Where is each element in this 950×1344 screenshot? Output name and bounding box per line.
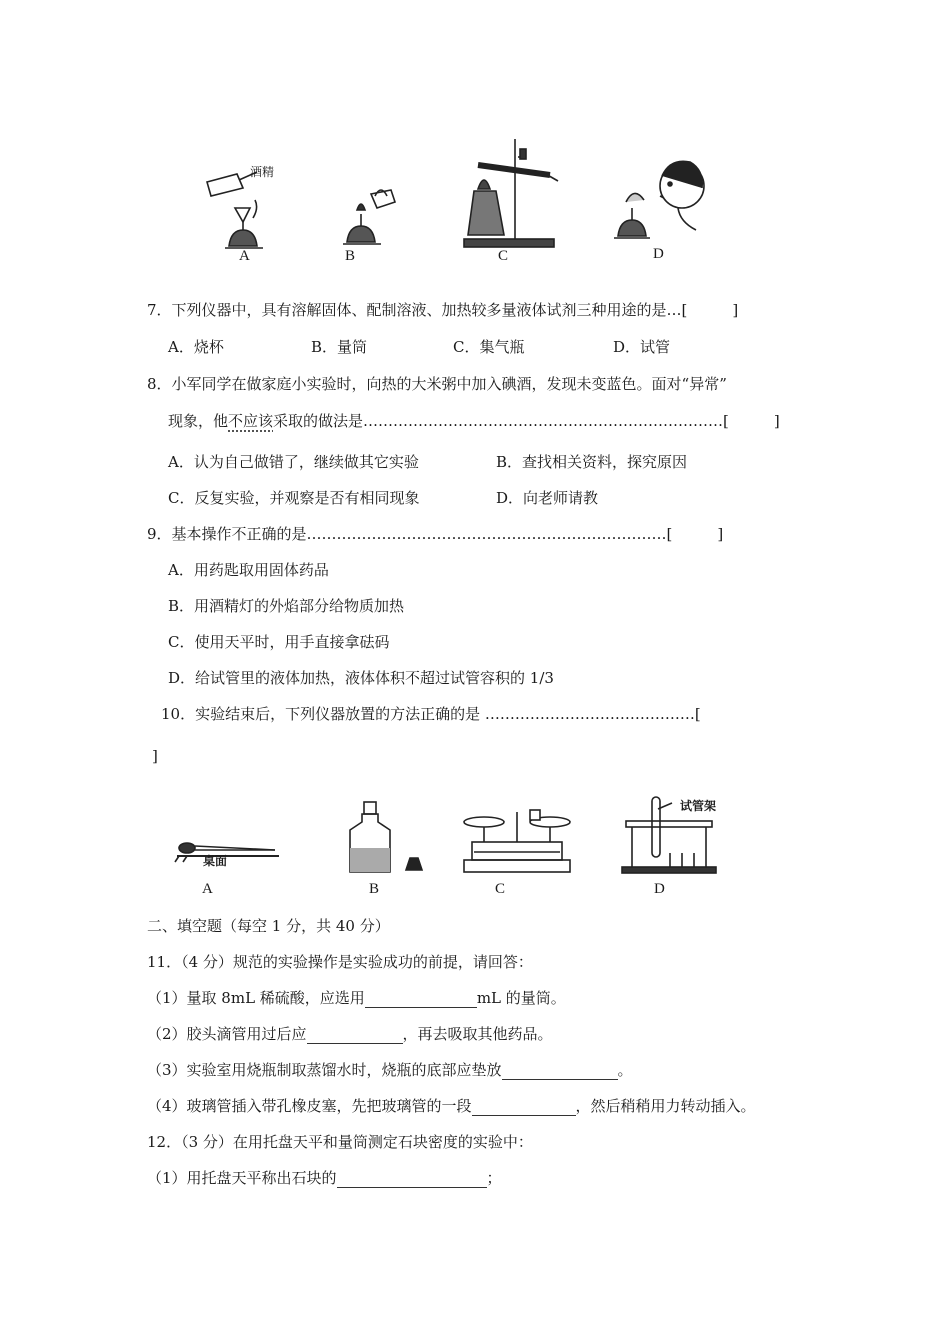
- alcohol-label: 酒精: [250, 165, 275, 179]
- q12-part1-text: （1）用托盘天平称出石块的: [147, 1169, 337, 1187]
- fig1-c-drawing: [460, 135, 570, 250]
- fig2-b-drawing: [340, 800, 430, 875]
- q8-stem-part-c: 采取的做法是………………………………………………………………[ ]: [273, 412, 780, 430]
- fig1-b-drawing: [335, 180, 405, 250]
- q11-part4-suffix: ，然后稍稍用力转动插入。: [575, 1097, 756, 1115]
- fig2-label-c: C: [495, 881, 506, 897]
- q8-stem-part-a: 现象，他: [168, 412, 229, 430]
- q9-option-b: B．用酒精灯的外焰部分给物质加热: [168, 597, 405, 615]
- q8-option-d: D．向老师请教: [496, 489, 599, 507]
- q11-part1: [147, 988, 566, 1008]
- q8-option-b: B．查找相关资料，探究原因: [496, 453, 688, 471]
- q11-blank-2[interactable]: [307, 1027, 403, 1044]
- fig1-d-drawing: [608, 150, 708, 245]
- q11-part2-suffix: ，再去吸取其他药品。: [402, 1025, 553, 1043]
- q11-part1-suffix: mL 的量筒。: [476, 989, 566, 1007]
- q7-option-c: C．集气瓶: [453, 338, 525, 356]
- q11-part2-text: （2）胶头滴管用过后应: [147, 1025, 307, 1043]
- fig2-label-b: B: [369, 881, 380, 897]
- q7-option-a: A．烧杯: [168, 338, 224, 356]
- fig2-a-drawing: [175, 832, 285, 872]
- q11-blank-4[interactable]: [472, 1099, 576, 1116]
- desk-label: 桌面: [203, 854, 228, 868]
- q12-part1-suffix: ；: [486, 1169, 502, 1187]
- q7-option-d: D．试管: [613, 338, 671, 356]
- q8-stem-line1: 8．小军同学在做家庭小实验时，向热的大米粥中加入碘酒，发现未变蓝色。面对“异常”: [147, 375, 727, 393]
- q9-option-d: D．给试管里的液体加热，液体体积不超过试管容积的 1/3: [168, 669, 554, 687]
- q11-part3: [147, 1060, 633, 1080]
- q7-stem: 7．下列仪器中，具有溶解固体、配制溶液、加热较多量液体试剂三种用途的是…[ ]: [147, 301, 739, 319]
- q8-option-a: A．认为自己做错了，继续做其它实验: [168, 453, 419, 471]
- section2-title: 二、填空题（每空 1 分，共 40 分）: [147, 917, 390, 935]
- q11-stem: 11．（4 分）规范的实验操作是实验成功的前提，请回答：: [147, 953, 533, 971]
- fig2-c-drawing: [460, 802, 575, 877]
- q9-stem: 9．基本操作不正确的是………………………………………………………………[ ]: [147, 525, 724, 543]
- q10-stem: 10．实验结束后，下列仪器放置的方法正确的是 ……………………………………[: [161, 705, 701, 723]
- q11-part3-text: （3）实验室用烧瓶制取蒸馏水时，烧瓶的底部应垫放: [147, 1061, 502, 1079]
- q9-option-c: C．使用天平时，用手直接拿砝码: [168, 633, 390, 651]
- q11-part3-suffix: 。: [617, 1061, 633, 1079]
- q12-part1: [147, 1168, 502, 1188]
- q11-part1-text: （1）量取 8mL 稀硫酸，应选用: [147, 989, 365, 1007]
- rack-label: 试管架: [680, 799, 717, 813]
- q9-option-a: A．用药匙取用固体药品: [168, 561, 329, 579]
- q10-bracket-end: ]: [152, 747, 158, 765]
- q8-stem-emphasis: 不应该: [228, 412, 274, 430]
- fig1-label-c: C: [498, 248, 509, 264]
- q11-blank-1[interactable]: [365, 991, 477, 1008]
- fig2-label-d: D: [654, 881, 665, 897]
- fig1-label-d: D: [653, 246, 664, 262]
- q11-part4: [147, 1096, 756, 1116]
- q8-stem-line2: [168, 411, 780, 431]
- q7-option-b: B．量筒: [311, 338, 368, 356]
- fig1-label-a: A: [239, 248, 250, 264]
- q12-stem: 12．（3 分）在用托盘天平和量筒测定石块密度的实验中：: [147, 1133, 533, 1151]
- q11-part4-text: （4）玻璃管插入带孔橡皮塞，先把玻璃管的一段: [147, 1097, 472, 1115]
- q11-blank-3[interactable]: [502, 1063, 618, 1080]
- q8-option-c: C．反复实验，并观察是否有相同现象: [168, 489, 420, 507]
- fig1-label-b: B: [345, 248, 356, 264]
- fig2-label-a: A: [202, 881, 213, 897]
- q12-blank-1[interactable]: [337, 1171, 487, 1188]
- q11-part2: [147, 1024, 553, 1044]
